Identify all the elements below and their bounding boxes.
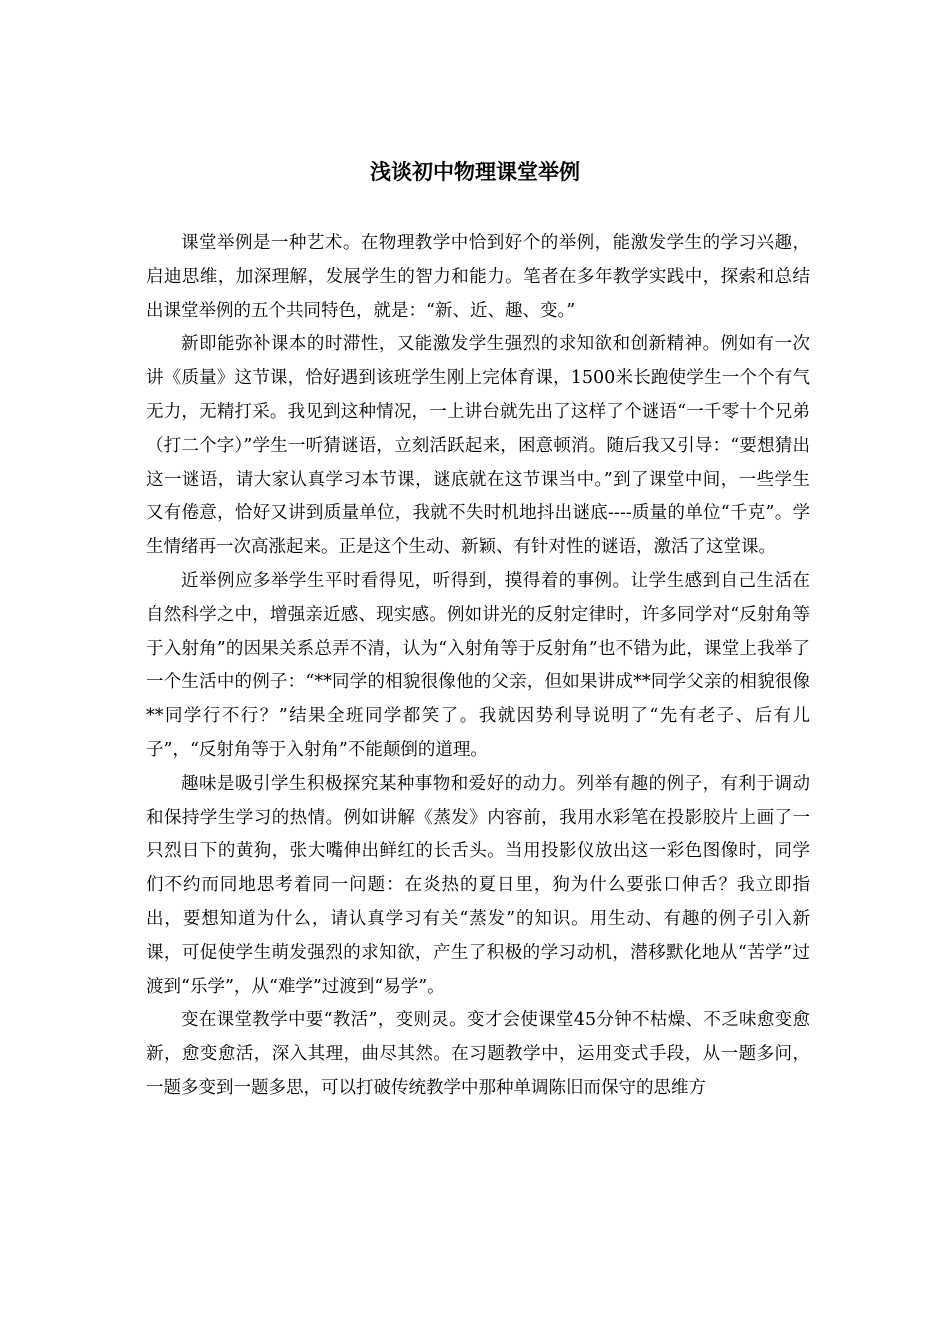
- document-title: 浅谈初中物理课堂举例: [370, 160, 580, 184]
- paragraph-intro: 课堂举例是一种艺术。在物理教学中恰到好个的举例，能激发学生的学习兴趣，启迪思维，加深理解，发展学生的智力和能力。笔者在多年教学实践中，探索和总结出课堂举例的五个共同特色，就是：“新、近、趣、变。”: [146, 233, 810, 321]
- paragraph-new: 新即能弥补课本的时滞性，又能激发学生强烈的求知欲和创新精神。例如有一次讲《质量》这节课，恰好遇到该班学生刚上完体育课，1500米长跑使学生一个个有气无力，无精打采。我见到这种情况，一上讲台就先出了这样了个谜语“一千零十个兄弟（打二个字）”学生一听猜谜语，立刻活跃起来，困意顿消。随后我又引导：“要想猜出这一谜语，请大家认真学习本节课，谜底就在这节课当中。”到了课堂中间，一些学生又有倦意，恰好又讲到质量单位，我就不失时机地抖出谜底----质量的单位“千克”。学生情绪再一次高涨起来。正是这个生动、新颖、有针对性的谜语，激活了这堂课。: [146, 334, 810, 558]
- paragraph-near: 近举例应多举学生平时看得见，听得到，摸得着的事例。让学生感到自己生活在自然科学之中，增强亲近感、现实感。例如讲光的反射定律时，许多同学对“反射角等于入射角”的因果关系总弄不清，认为“入射角等于反射角”也不错为此，课堂上我举了一个生活中的例子：“**同学的相貌很像他的父亲，但如果讲成**同学父亲的相貌很像**同学行不行？”结果全班同学都笑了。我就因势利导说明了“先有老子、后有儿子”，“反射角等于入射角”不能颠倒的道理。: [146, 570, 810, 760]
- paragraph-interest: 趣味是吸引学生积极探究某种事物和爱好的动力。列举有趣的例子，有利于调动和保持学生学习的热情。例如讲解《蒸发》内容前，我用水彩笔在投影胶片上画了一只烈日下的黄狗，张大嘴伸出鲜红的长舌头。当用投影仪放出这一彩色图像时，同学们不约而同地思考着同一问题：在炎热的夏日里，狗为什么要张口伸舌？我立即指出，要想知道为什么，请认真学习有关“蒸发”的知识。用生动、有趣的例子引入新课，可促使学生萌发强烈的求知欲，产生了积极的学习动机，潜移默化地从“苦学”过渡到“乐学”，从“难学”过渡到“易学”。: [146, 773, 810, 997]
- paragraph-change: 变在课堂教学中要“教活”，变则灵。变才会使课堂45分钟不枯燥、不乏味愈变愈新，愈变愈活，深入其理，曲尽其然。在习题教学中，运用变式手段，从一题多问，一题多变到一题多思，可以打破传统教学中那种单调陈旧而保守的思维方: [146, 1010, 810, 1098]
- document-body: [146, 227, 810, 1106]
